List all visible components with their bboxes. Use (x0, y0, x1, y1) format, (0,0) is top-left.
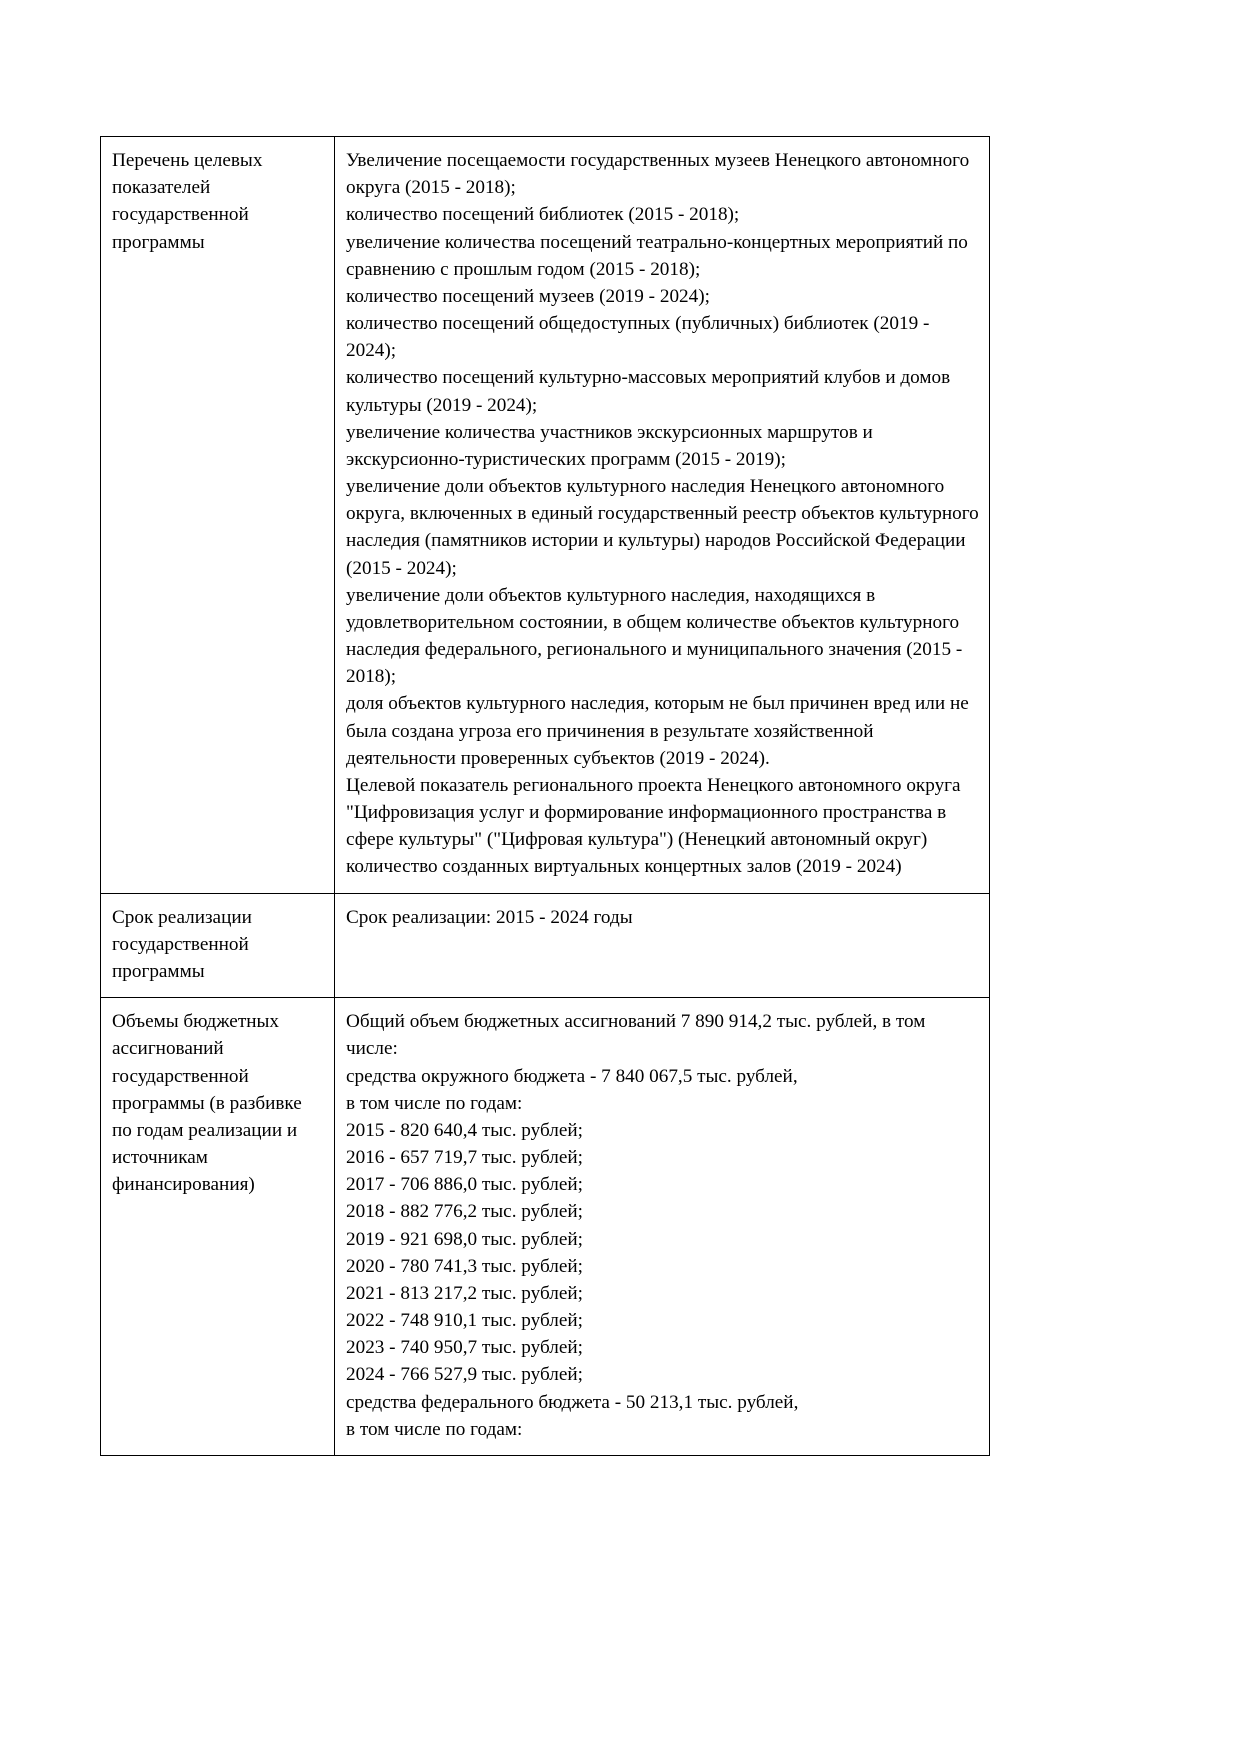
value-line: 2017 - 706 886,0 тыс. рублей; (346, 1174, 583, 1196)
value-lines (346, 1008, 979, 1443)
value-line: средства окружного бюджета - 7 840 067,5 тыс. рублей, (346, 1065, 798, 1087)
row-label-text: Объемы бюджетных ассигнований государственной программы (в разбивке по годам реализации и источникам финансирования) (112, 1011, 302, 1196)
value-line: в том числе по годам: (346, 1092, 523, 1114)
value-lines (346, 904, 979, 931)
row-label-text: Срок реализации государственной программы (112, 906, 252, 982)
value-line: увеличение количества посещений театрально-концертных мероприятий по сравнению с прошлым годом (2015 - 2018); (346, 231, 968, 280)
value-line: 2022 - 748 910,1 тыс. рублей; (346, 1310, 583, 1332)
table-body (101, 137, 990, 1456)
value-line: количество посещений культурно-массовых мероприятий клубов и домов культуры (2019 - 2024); (346, 367, 951, 416)
row-label-text: Перечень целевых показателей государственной программы (112, 150, 263, 253)
value-line: Срок реализации: 2015 - 2024 годы (346, 906, 633, 928)
row-label-budget-allocations (101, 998, 335, 1456)
value-line: Целевой показатель регионального проекта Ненецкого автономного округа "Цифровизация услуг и формирование информационного пространства в сфере культуры" ("Цифровая культура") (Ненецкий автономный округ) количество созданных виртуальных концертных залов (2019 - 2024) (346, 774, 961, 878)
value-line: 2016 - 657 719,7 тыс. рублей; (346, 1147, 583, 1169)
row-label-program-term (101, 893, 335, 998)
row-value-target-indicators (335, 137, 990, 894)
table-row (101, 998, 990, 1456)
value-line: 2021 - 813 217,2 тыс. рублей; (346, 1282, 583, 1304)
value-lines (346, 147, 979, 881)
row-value-program-term (335, 893, 990, 998)
value-line: в том числе по годам: (346, 1418, 523, 1440)
value-line: увеличение количества участников экскурсионных маршрутов и экскурсионно-туристических программ (2015 - 2019); (346, 421, 873, 470)
row-value-budget-allocations (335, 998, 990, 1456)
value-line: 2019 - 921 698,0 тыс. рублей; (346, 1228, 583, 1250)
value-line: 2023 - 740 950,7 тыс. рублей; (346, 1337, 583, 1359)
value-line: Увеличение посещаемости государственных музеев Ненецкого автономного округа (2015 - 2018); (346, 150, 970, 199)
value-line: количество посещений библиотек (2015 - 2018); (346, 204, 740, 226)
value-line: средства федерального бюджета - 50 213,1 тыс. рублей, (346, 1391, 799, 1413)
value-line: увеличение доли объектов культурного наследия, находящихся в удовлетворительном состоянии, в общем количестве объектов культурного наследия федерального, регионального и муниципального значения (2015 - 2018); (346, 584, 963, 688)
value-line: количество посещений общедоступных (публичных) библиотек (2019 - 2024); (346, 313, 930, 362)
table-row (101, 137, 990, 894)
value-line: 2020 - 780 741,3 тыс. рублей; (346, 1255, 583, 1277)
value-line: 2015 - 820 640,4 тыс. рублей; (346, 1119, 583, 1141)
value-line: Общий объем бюджетных ассигнований 7 890 914,2 тыс. рублей, в том числе: (346, 1011, 926, 1060)
table-row (101, 893, 990, 998)
value-line: 2024 - 766 527,9 тыс. рублей; (346, 1364, 583, 1386)
value-line: 2018 - 882 776,2 тыс. рублей; (346, 1201, 583, 1223)
row-label-target-indicators (101, 137, 335, 894)
program-summary-table (100, 136, 990, 1456)
value-line: количество посещений музеев (2019 - 2024); (346, 285, 710, 307)
value-line: доля объектов культурного наследия, которым не был причинен вред или не была создана угроза его причинения в результате хозяйственной деятельности проверенных субъектов (2019 - 2024). (346, 693, 969, 769)
value-line: увеличение доли объектов культурного наследия Ненецкого автономного округа, включенных в единый государственный реестр объектов культурного наследия (памятников истории и культуры) народов Российской Федерации (2015 - 2024); (346, 476, 979, 579)
